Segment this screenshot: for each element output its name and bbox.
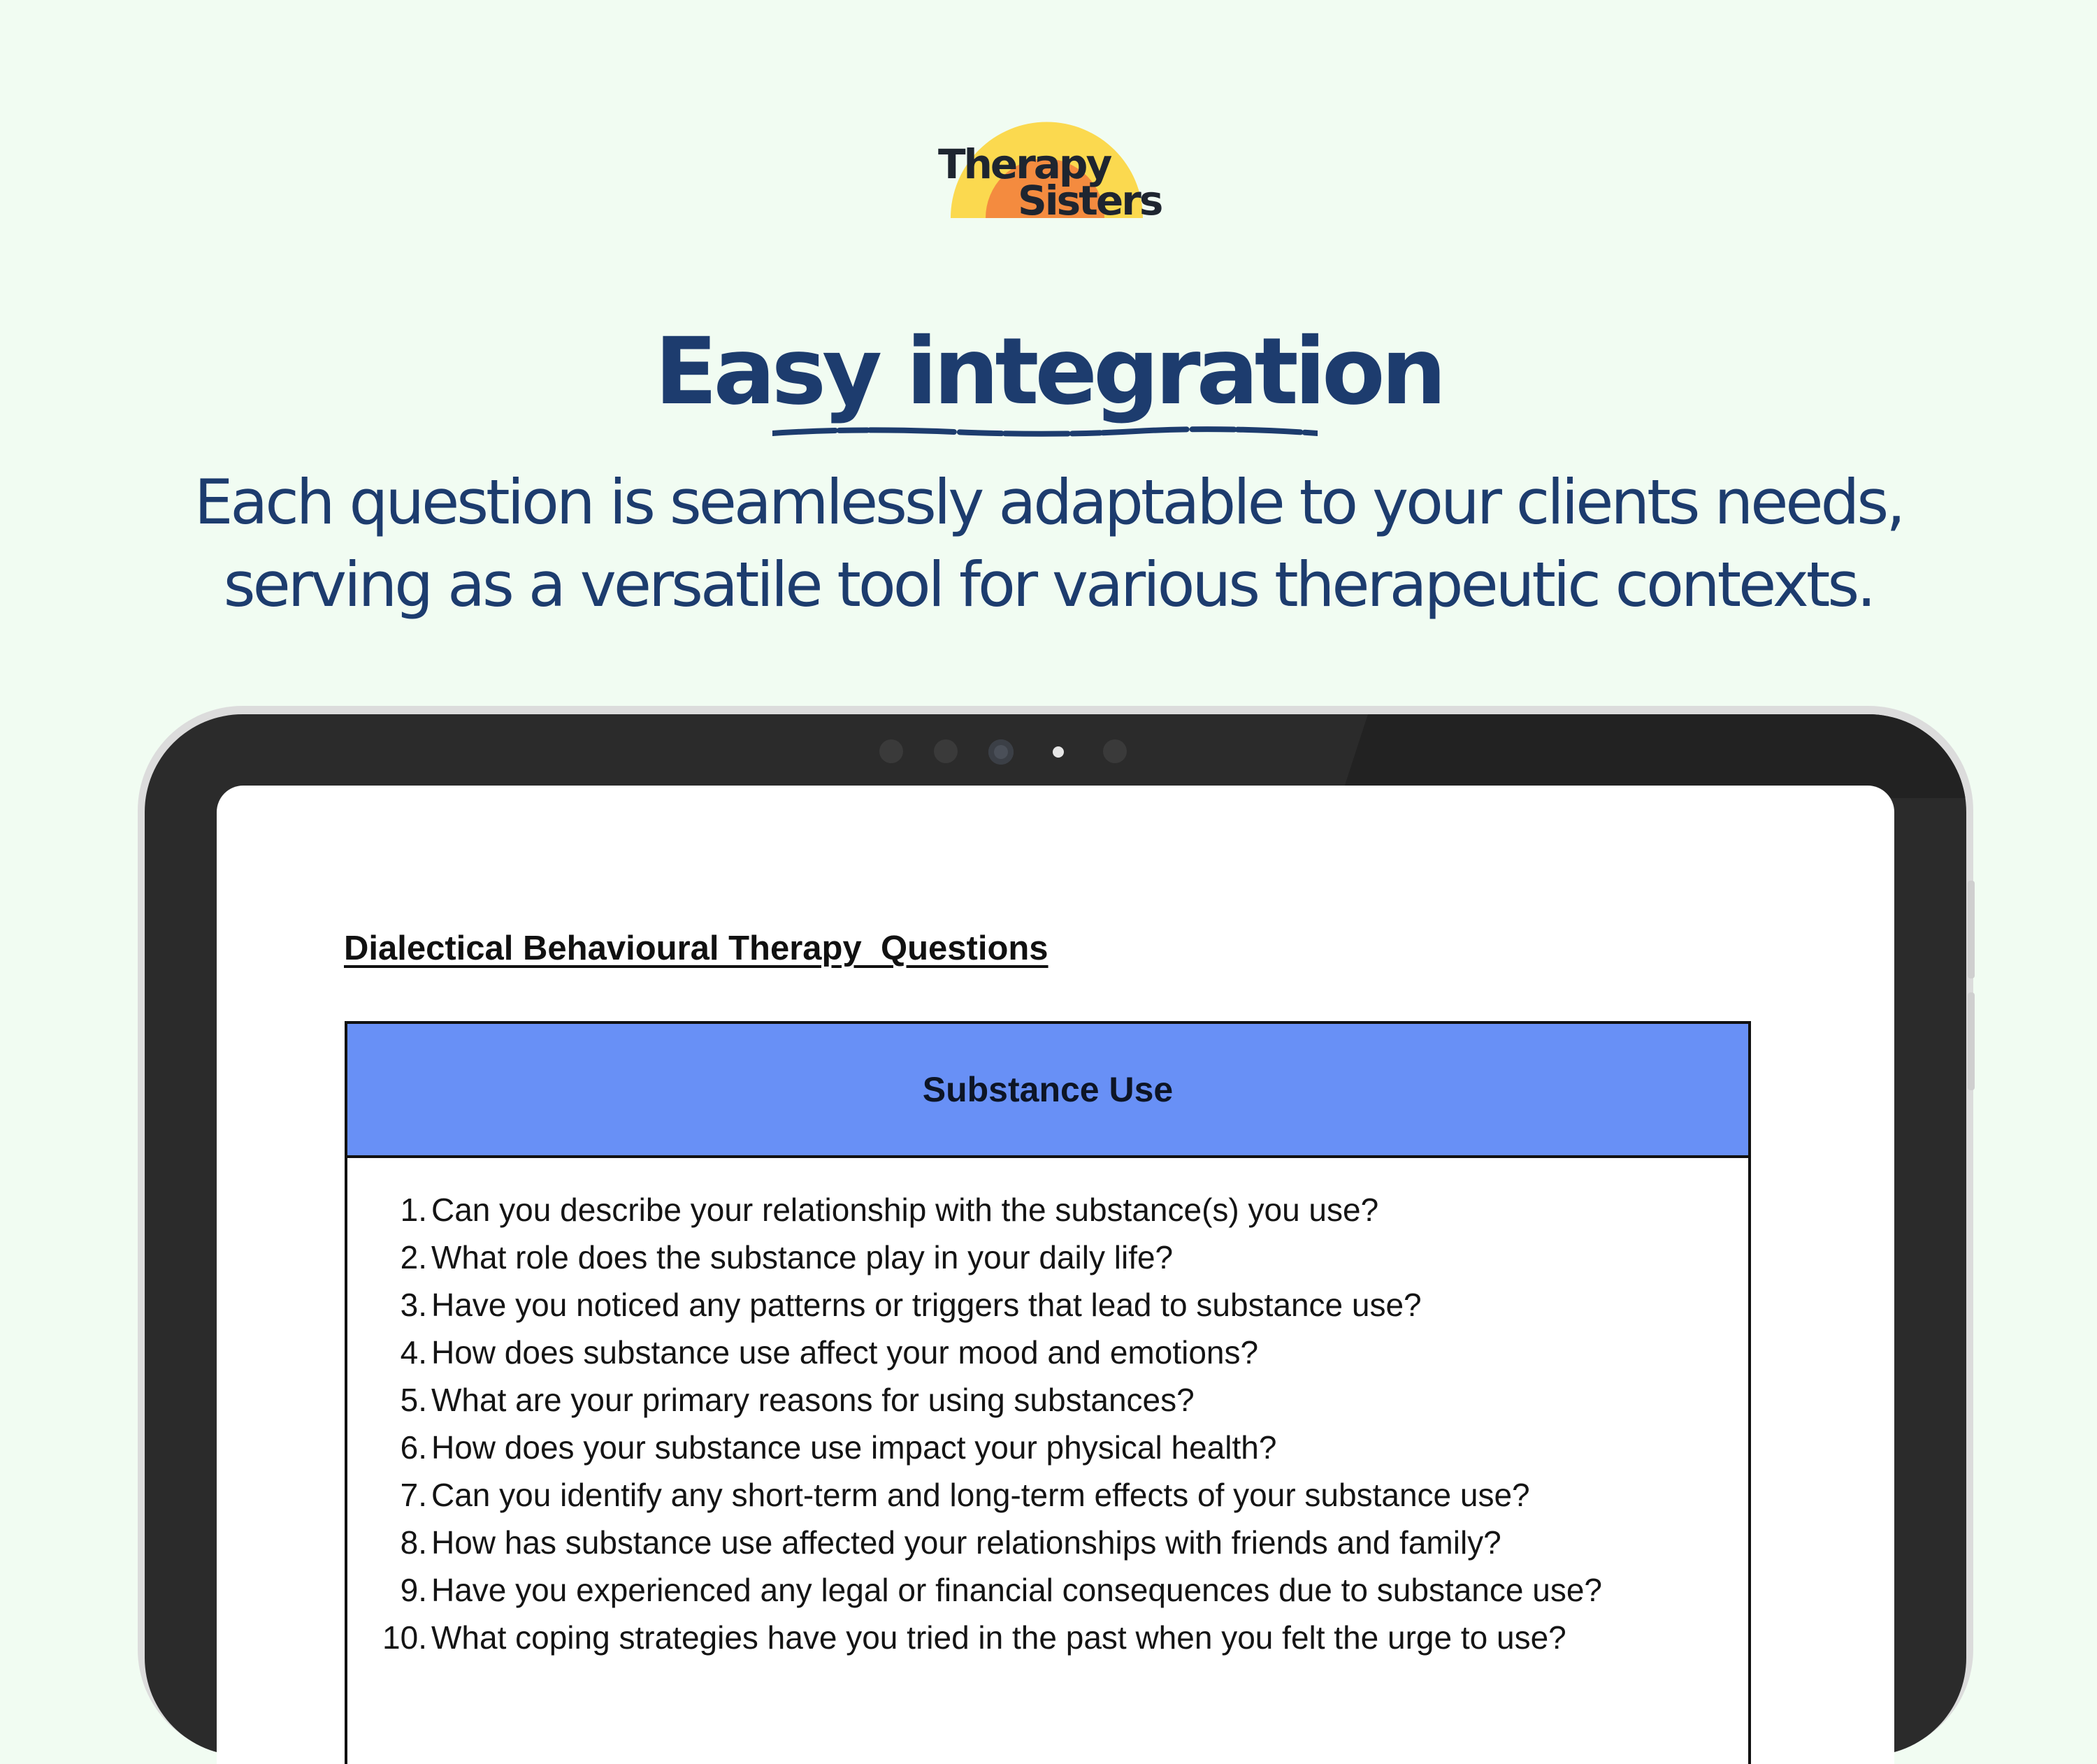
page-headline: Easy integration: [654, 318, 1443, 426]
subtitle-line-2: serving as a versatile tool for various therapeutic contexts.: [223, 549, 1874, 621]
list-item: [347, 1281, 1602, 1329]
list-item: [347, 1234, 1602, 1281]
question-number: 7.: [400, 1477, 427, 1513]
question-text: Have you noticed any patterns or triggers that lead to substance use?: [431, 1287, 1422, 1323]
question-number: 2.: [400, 1239, 427, 1275]
question-number: 10.: [382, 1619, 427, 1656]
logo-text-sisters: Sisters: [1018, 177, 1162, 224]
page-subtitle: [0, 461, 2097, 626]
list-item: [347, 1424, 1602, 1471]
question-number: 3.: [400, 1287, 427, 1323]
question-text: How has substance use affected your relationships with friends and family?: [431, 1524, 1501, 1561]
camera-sensor-dot: [1053, 746, 1064, 758]
camera-lens-icon: [988, 739, 1014, 765]
question-text: What are your primary reasons for using substances?: [431, 1382, 1195, 1418]
logo-text-therapy: Therapy: [938, 140, 1111, 188]
question-number: 1.: [400, 1192, 427, 1228]
camera-dot: [879, 739, 903, 763]
section-title: Substance Use: [922, 1070, 1174, 1109]
headline-brush-underline: [772, 425, 1318, 440]
tablet-screen: [217, 786, 1894, 1764]
list-item: [347, 1376, 1602, 1424]
question-number: 9.: [400, 1572, 427, 1608]
list-item: [347, 1186, 1602, 1234]
tablet-side-button: [1968, 992, 1975, 1090]
camera-dot: [934, 739, 958, 763]
question-text: How does substance use affect your mood and emotions?: [431, 1334, 1259, 1371]
question-number: 6.: [400, 1429, 427, 1466]
list-item: [347, 1566, 1602, 1614]
questions-list: [347, 1186, 1602, 1661]
table-header: [347, 1024, 1748, 1158]
question-text: Can you identify any short-term and long-term effects of your substance use?: [431, 1477, 1530, 1513]
camera-dot: [1103, 739, 1127, 763]
list-item: [347, 1519, 1602, 1566]
list-item: [347, 1614, 1602, 1661]
question-text: How does your substance use impact your physical health?: [431, 1429, 1277, 1466]
question-text: Have you experienced any legal or financial consequences due to substance use?: [431, 1572, 1603, 1608]
therapy-sisters-logo: [937, 119, 1160, 224]
tablet-side-button: [1968, 881, 1975, 978]
document-title: Dialectical Behavioural Therapy Questions: [344, 930, 1048, 967]
questions-table: [345, 1021, 1751, 1764]
list-item: [347, 1329, 1602, 1376]
question-number: 8.: [400, 1524, 427, 1561]
question-text: What role does the substance play in your daily life?: [431, 1239, 1174, 1275]
subtitle-line-1: Each question is seamlessly adaptable to your clients needs,: [194, 466, 1903, 538]
question-text: Can you describe your relationship with the substance(s) you use?: [431, 1192, 1379, 1228]
question-number: 4.: [400, 1334, 427, 1371]
question-number: 5.: [400, 1382, 427, 1418]
list-item: [347, 1471, 1602, 1519]
question-text: What coping strategies have you tried in the past when you felt the urge to use?: [431, 1619, 1566, 1656]
